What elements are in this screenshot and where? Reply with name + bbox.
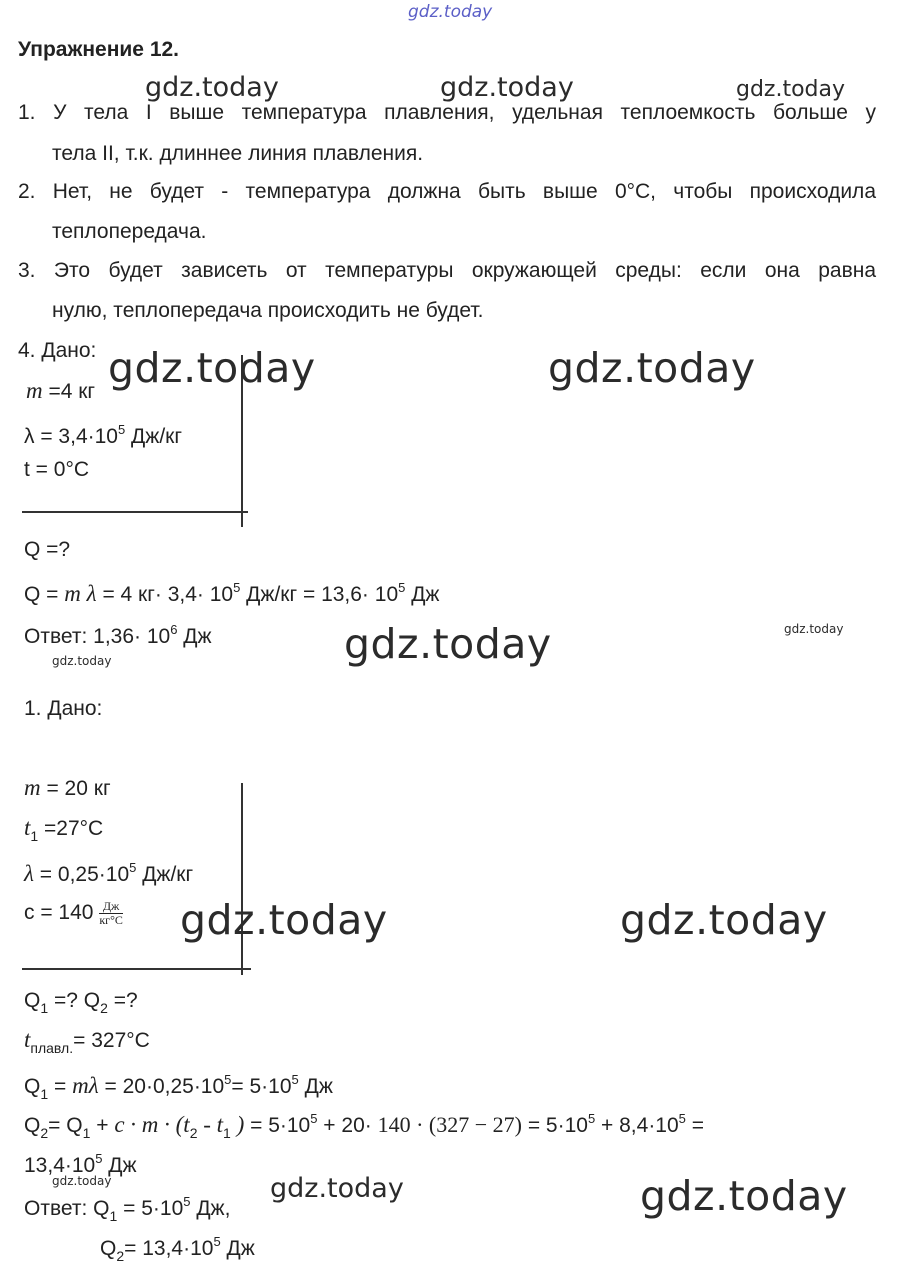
- task1-given-label: 1. Дано:: [24, 697, 103, 720]
- watermark: gdz.today: [640, 1172, 848, 1220]
- task4-mass: m =4 кг: [26, 378, 96, 403]
- task1-lambda: $\lambda = 0,25\cdot 10^5$ Дж/кг: [24, 860, 194, 886]
- watermark: gdz.today: [620, 896, 828, 944]
- watermark: gdz.today: [408, 2, 493, 22]
- task1-answer-q1: Ответ: $Q_1 = 5\cdot 10^5$ Дж,: [24, 1194, 231, 1224]
- answer-1-line-1: 1. У тела I выше температура плавления, удельная теплоемкость больше у: [18, 101, 876, 124]
- answer-3-line-2: нулю, теплопередача происходить не будет.: [52, 299, 484, 322]
- watermark: gdz.today: [784, 622, 844, 636]
- answer-2-line-2: теплопередача.: [52, 220, 207, 243]
- watermark: gdz.today: [270, 1173, 404, 1204]
- answer-3-line-1: 3. Это будет зависеть от температуры окружающей среды: если она равна: [18, 259, 876, 282]
- watermark: gdz.today: [548, 344, 756, 392]
- watermark: gdz.today: [344, 620, 552, 668]
- page-title: Упражнение 12.: [18, 38, 180, 61]
- task4-find: Q =?: [24, 538, 71, 561]
- task1-melting-temp: $t_{плавл.}= 327^\circ С$: [24, 1027, 150, 1056]
- task1-q2-formula: $Q_2= Q_1 + c \cdot m \cdot (t_2 - t_1$ ) = $5\cdot 10^5 + 20\cdot 140 \cdot (327 - 27) = 5\cdot 10^5 + 8,4\cdot 10^5$ =: [24, 1111, 705, 1141]
- given-divider-horizontal: [22, 511, 248, 513]
- task1-mass: m = 20 кг: [24, 775, 111, 800]
- task1-q2-result: $13,4\cdot 10^5$ Дж: [24, 1151, 137, 1177]
- watermark: gdz.today: [440, 72, 574, 103]
- answer-2-line-1: 2. Нет, не будет - температура должна быть выше 0°С, чтобы происходила: [18, 180, 876, 203]
- task4-answer: Ответ: $1,36\cdot 10^6$ Дж: [24, 622, 212, 648]
- watermark: gdz.today: [180, 896, 388, 944]
- given-divider-vertical: [241, 783, 243, 975]
- watermark: gdz.today: [52, 654, 112, 668]
- task1-answer-q2: $Q_2= 13,4\cdot 10^5$ Дж: [100, 1234, 255, 1264]
- unit-fraction: $\frac{Дж}{кг^\circ С}$: [99, 899, 123, 927]
- task4-temperature: t = 0°С: [24, 458, 90, 481]
- task4-formula: Q = m λ = 4 $кг\cdot 3,4\cdot 10^5$ $Дж/кг = 13,6\cdot 10^5$ Дж: [24, 580, 440, 606]
- watermark: gdz.today: [736, 77, 846, 102]
- task1-find: $Q_1$ =? $Q_2$ =?: [24, 989, 138, 1016]
- task1-t1: $t_1 =27^\circ С$: [24, 815, 104, 844]
- answer-1-line-2: тела II, т.к. длиннее линия плавления.: [52, 142, 424, 165]
- task1-heat-capacity: c = 140 $\frac{Дж}{кг^\circ С}$: [24, 899, 123, 927]
- watermark: gdz.today: [145, 72, 279, 103]
- watermark: gdz.today: [52, 1174, 112, 1188]
- task4-given-label: 4. Дано:: [18, 339, 97, 362]
- watermark: gdz.today: [108, 344, 316, 392]
- task4-lambda: $\lambda = 3,4\cdot 10^5$ Дж/кг: [24, 422, 183, 448]
- task1-q1-formula: $Q_1 = m\lambda = 20\cdot 0,25\cdot 10^5= 5\cdot 10^5$ Дж: [24, 1072, 333, 1102]
- given-divider-horizontal: [22, 968, 251, 970]
